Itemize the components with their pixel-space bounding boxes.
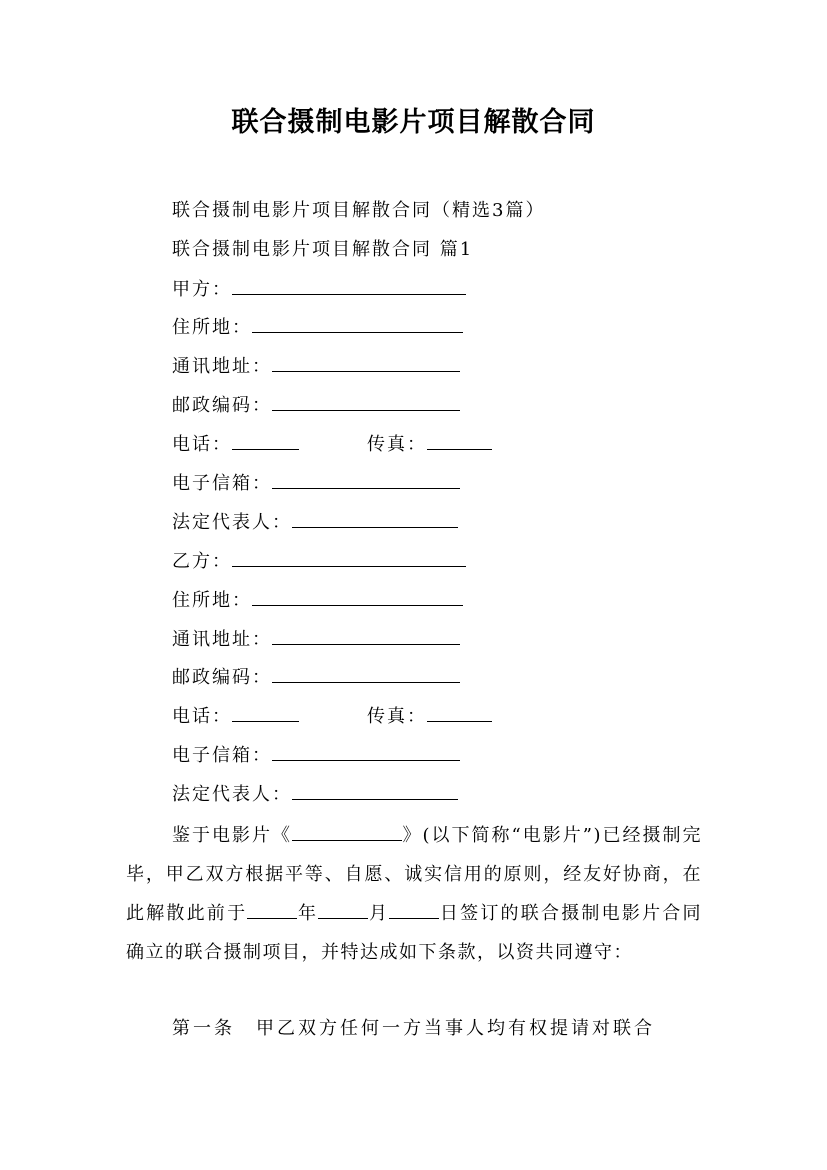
party-a-name-row — [172, 277, 466, 303]
party-a-email-row — [172, 471, 460, 497]
party-b-postcode-blank — [272, 666, 460, 683]
party-a-address-row — [172, 315, 463, 341]
party-a-address-label: 住所地： — [172, 317, 252, 338]
party-b-mail-blank — [272, 628, 460, 645]
party-b-fax-label: 传真： — [367, 706, 427, 727]
party-b-email-blank — [272, 744, 460, 761]
film-title-blank — [292, 824, 402, 841]
party-b-email-label: 电子信箱： — [172, 745, 272, 766]
party-b-name-label: 乙方： — [172, 551, 232, 572]
party-b-postcode-label: 邮政编码： — [172, 667, 272, 688]
party-a-address-blank — [252, 316, 463, 333]
party-a-fax-blank — [427, 433, 492, 450]
party-a-phone-row — [172, 432, 492, 458]
party-b-address-blank — [252, 589, 463, 606]
party-b-email-row — [172, 743, 460, 769]
party-a-postcode-blank — [272, 394, 460, 411]
document-title: 联合摄制电影片项目解散合同 — [231, 107, 596, 138]
party-b-fax-blank — [427, 705, 492, 722]
party-a-mail-blank — [272, 355, 460, 372]
party-b-phone-row — [172, 704, 492, 730]
party-b-mail-label: 通讯地址： — [172, 629, 272, 650]
day-blank — [389, 902, 439, 919]
party-a-email-label: 电子信箱： — [172, 473, 272, 494]
party-b-postcode-row — [172, 665, 460, 691]
party-b-address-label: 住所地： — [172, 590, 252, 611]
party-b-rep-row — [172, 782, 458, 808]
recital-text-1: 鉴于电影片《 — [172, 825, 293, 846]
party-b-address-row — [172, 588, 463, 614]
year-label: 年 — [297, 903, 319, 924]
recital-paragraph — [126, 816, 702, 972]
month-label: 月 — [368, 903, 390, 924]
year-blank — [247, 902, 297, 919]
document-subtitle: 联合摄制电影片项目解散合同（精选3篇） — [172, 200, 546, 221]
party-a-name-label: 甲方： — [172, 279, 232, 300]
party-a-postcode-row — [172, 393, 460, 419]
recital-text-3: 日签订的联合摄制电影片合同确立的联合摄制项目，并特达成如下条款，以资共同遵守： — [126, 903, 703, 963]
party-a-email-blank — [272, 472, 460, 489]
article-1: 第一条 甲乙双方任何一方当事人均有权提请对联合 — [172, 1018, 655, 1039]
party-b-phone-blank — [232, 705, 299, 722]
party-b-name-blank — [232, 550, 466, 567]
party-a-name-blank — [232, 278, 466, 295]
party-a-phone-label: 电话： — [172, 434, 232, 455]
recital-text-2: 》(以下简称“电影片”)已经摄制完毕，甲乙双方根据平等、自愿、诚实信用的原则，经友好协商，在此解散此前于 — [126, 825, 702, 924]
party-a-rep-row — [172, 510, 458, 536]
party-b-name-row — [172, 549, 466, 575]
party-b-phone-label: 电话： — [172, 706, 232, 727]
party-a-fax-label: 传真： — [367, 434, 427, 455]
party-a-mail-row — [172, 354, 460, 380]
party-a-phone-blank — [232, 433, 299, 450]
party-a-rep-blank — [292, 511, 458, 528]
party-b-mail-row — [172, 627, 460, 653]
party-b-rep-label: 法定代表人： — [172, 784, 292, 805]
party-a-postcode-label: 邮政编码： — [172, 395, 272, 416]
section-heading: 联合摄制电影片项目解散合同 篇1 — [172, 239, 474, 260]
party-b-rep-blank — [292, 783, 458, 800]
month-blank — [318, 902, 368, 919]
party-a-rep-label: 法定代表人： — [172, 512, 292, 533]
party-a-mail-label: 通讯地址： — [172, 356, 272, 377]
